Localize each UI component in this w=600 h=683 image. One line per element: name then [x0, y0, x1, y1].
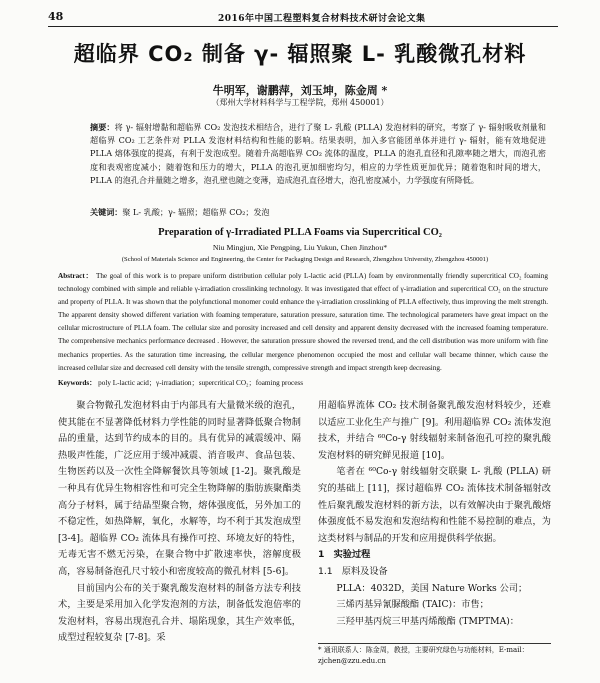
body-paragraph: 用超临界流体 CO₂ 技术制备聚乳酸发泡材料较少，还难以适应工业化生产与推广 [9]。利用超临界 CO₂ 流体发泡技术，并结合 ⁶⁰Co-γ 射线辐射来制备泡孔可控的聚乳酸发泡材料的研究鲜见报道 [10]。 [318, 400, 551, 461]
english-abstract [58, 270, 548, 375]
english-authors: Niu Mingjun, Xie Pengping, Liu Yukun, Chen Jinzhou* [212, 243, 388, 252]
body-paragraph: 目前国内公布的关于聚乳酸发泡材料的制备方法专利技术，主要是采用加入化学发泡剂的方法，制备低发泡倍率的发泡材料，容易出现泡孔合并、塌陷现象，其生产效率低，成型过程较复杂 [7-8]。采 [58, 582, 301, 644]
chinese-authors: 牛明军，谢鹏萍，刘玉坤，陈金周 * [212, 84, 388, 97]
chinese-affiliation: （郑州大学材料科学与工程学院，郑州 450001） [211, 98, 389, 107]
chinese-keywords-text: 聚 L- 乳酸；γ- 辐照；超临界 CO₂；发泡 [122, 207, 270, 217]
chinese-abstract-label: 摘要： [90, 122, 115, 132]
materials-item: 三羟甲基丙烷三甲基丙烯酸酯 (TMPTMA)： [336, 615, 519, 627]
english-abstract-label: Abstract： [58, 272, 94, 280]
chinese-keywords [90, 207, 546, 218]
page-number: 48 [48, 10, 64, 23]
body-column-right [318, 398, 551, 630]
chinese-abstract-text: 将 γ- 辐射增黏和超临界 CO₂ 发泡技术相结合，进行了聚 L- 乳酸 (PLLA) 发泡材料的研究，考察了 γ- 辐射吸收剂量和超临界 CO₂ 工艺条件对 PLLA 发泡材料结构和性能的影响。结果表明，加入多官能团单体并进行 γ- 辐射，能有效地促进 PLLA 熔体强度的提高，有利于发泡成型。随着升高超临界 CO₂ 流体的温度，PLLA 的泡孔直径和孔隙率随之增大，而泡孔密度和表观密度减小；随着饱和压力的增大，PLLA 的泡孔更加细密均匀，相应的力学性质更加优异；随着饱和时间的增大，PLLA 的泡孔合并量随之增多，泡孔壁也随之变薄，造成泡孔直径增大，泡孔密度减小，力学强度有所降低。 [90, 122, 546, 185]
english-keywords-label: Keywords： [58, 379, 97, 387]
english-abstract-text: The goal of this work is to prepare uniform distribution cellular poly L-lactic acid (PLLA) foam by environmentally friendly supercritical CO₂ foaming technology combined with simple and reliable γ-irradiation crosslinking technology. It was investigated that effect of γ-irradiation and supercritical CO₂ on the structure and property of PLLA. It was shown that the polyfunctional monomer could enhance the γ-irradiation crosslinking of PLLA effectively, thus improving the melt strength. The apparent density showed different variation with foaming temperature, saturation pressure, saturation time. The technological parameters have great impact on the cellular microstructure of PLLA foam. The cellular size and porosity increased and cell density and apparent density decreased with the increased foaming temperature. The comprehensive mechanics performance decreased . However, the saturation pressure showed the reversed trend, and the cell distribution was more uniform with fine mechanics properties. As the saturation time increasing, the cellular mergence phenomenon occupied the most and cellular wall became thinner, which cause the increased cellular size and decreased cell density with the tensile strength, compressive strength and impact strength keep decreasing. [58, 272, 548, 372]
english-keywords [58, 378, 548, 388]
subsection-heading: 1.1 原料及设备 [318, 565, 388, 577]
english-keywords-text: poly L-lactic acid；γ-irradiation；supercritical CO₂；foaming process [98, 379, 304, 387]
body-column-left [58, 398, 301, 647]
chinese-keywords-label: 关键词： [90, 207, 123, 217]
footnote: * 通讯联系人：陈金周，教授，主要研究绿色与功能材料，E-mail：zjchen@zzu.edu.cn [318, 643, 551, 667]
materials-item: 三烯丙基异氰脲酸酯 (TAIC)：市售； [336, 599, 489, 611]
chinese-title: 超临界 CO₂ 制备 γ- 辐照聚 L- 乳酸微孔材料 [73, 42, 527, 66]
running-header [48, 10, 558, 27]
body-paragraph: 聚合物微孔发泡材料由于内部具有大量微米级的泡孔，使其能在不显著降低材料力学性能的同时显著降低聚合物制品的重量，达到节约成本的目的。具有优异的减震缓冲、隔热吸声性能，广泛应用于缓冲减震、消音吸声、食品包装、生物医药以及一次性全降解餐饮具等领域 [1-2]。聚乳酸是一种具有优异生物相容性和可完全生物降解的脂肪族聚酯类高分子材料，属于结晶型聚合物，熔体强度低，另外加工的不稳定性，如热降解，氧化，水解等，均不利于其发泡成型 [3-4]。超临界 CO₂ 流体具有操作可控、环境友好的特性，无毒无害不燃无污染，在聚合物中扩散速率快，溶解度极高，容易制备泡孔尺寸较小和密度较高的微孔材料 [5-6]。 [58, 400, 301, 577]
english-title: Preparation of γ-Irradiated PLLA Foams via Supercritical CO₂ [158, 227, 442, 238]
body-paragraph: 笔者在 ⁶⁰Co-γ 射线辐射交联聚 L- 乳酸 (PLLA) 研究的基础上 [11]，探讨超临界 CO₂ 流体技术制备辐射改性后聚乳酸发泡材料的新方法，以有效解决由于聚乳酸熔体强度低不易发泡和发泡结构和性能不易控制的难点，为这类材料与制品的开发和应用提供科学依据。 [318, 466, 551, 544]
chinese-abstract [90, 121, 546, 187]
english-affiliation: (School of Materials Science and Engineering, the Center for Packaging Design and Research, Zhengzhou University, Zhengzhou 450001) [121, 256, 489, 263]
running-title: 2016年中国工程塑料复合材料技术研讨会论文集 [218, 14, 426, 24]
section-heading: 1 实验过程 [318, 549, 371, 561]
materials-item: PLLA：4032D，美国 Nature Works 公司； [336, 582, 528, 594]
